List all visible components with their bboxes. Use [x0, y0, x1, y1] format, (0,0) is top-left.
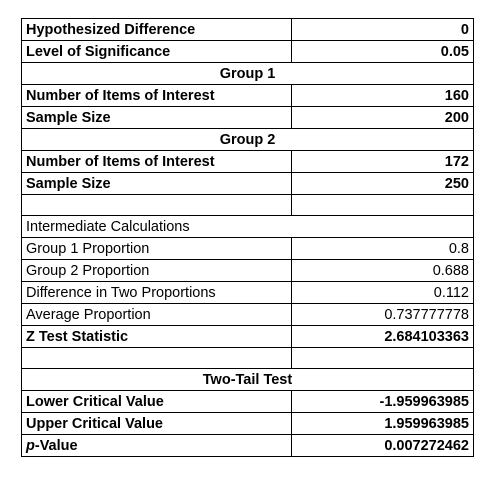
level-of-significance-row: [22, 41, 474, 63]
blank-cell[interactable]: [22, 348, 292, 369]
group1-header[interactable]: Group 1: [22, 63, 474, 85]
average-proportion-label[interactable]: Average Proportion: [22, 304, 292, 326]
z-test-statistic-label[interactable]: Z Test Statistic: [22, 326, 292, 348]
group1-proportion-value[interactable]: 0.8: [292, 238, 474, 260]
group2-proportion-row: [22, 260, 474, 282]
p-value-label-rest: -Value: [34, 437, 78, 454]
lower-critical-value[interactable]: -1.959963985: [292, 391, 474, 413]
z-test-statistic-row: [22, 326, 474, 348]
p-value-label[interactable]: [22, 435, 292, 457]
lower-critical-label[interactable]: Lower Critical Value: [22, 391, 292, 413]
two-tail-header[interactable]: Two-Tail Test: [22, 369, 474, 391]
upper-critical-row: [22, 413, 474, 435]
group2-header[interactable]: Group 2: [22, 129, 474, 151]
two-proportion-z-test-table: [21, 18, 474, 457]
group1-header-row: [22, 63, 474, 85]
hypothesized-difference-label[interactable]: Hypothesized Difference: [22, 19, 292, 41]
group1-size-value[interactable]: 200: [292, 107, 474, 129]
p-value-row: [22, 435, 474, 457]
group2-items-value[interactable]: 172: [292, 151, 474, 173]
blank-cell[interactable]: [22, 195, 292, 216]
blank-row-1: [22, 195, 474, 216]
blank-cell[interactable]: [292, 348, 474, 369]
group1-items-row: [22, 85, 474, 107]
p-value-value[interactable]: 0.007272462: [292, 435, 474, 457]
group2-header-row: [22, 129, 474, 151]
group1-size-label[interactable]: Sample Size: [22, 107, 292, 129]
blank-row-2: [22, 348, 474, 369]
difference-label[interactable]: Difference in Two Proportions: [22, 282, 292, 304]
group1-items-value[interactable]: 160: [292, 85, 474, 107]
level-of-significance-label[interactable]: Level of Significance: [22, 41, 292, 63]
hypothesized-difference-value[interactable]: 0: [292, 19, 474, 41]
lower-critical-row: [22, 391, 474, 413]
group1-items-label[interactable]: Number of Items of Interest: [22, 85, 292, 107]
intermediate-header[interactable]: Intermediate Calculations: [22, 216, 474, 238]
group2-items-row: [22, 151, 474, 173]
group2-size-row: [22, 173, 474, 195]
group1-proportion-label[interactable]: Group 1 Proportion: [22, 238, 292, 260]
level-of-significance-value[interactable]: 0.05: [292, 41, 474, 63]
group2-proportion-label[interactable]: Group 2 Proportion: [22, 260, 292, 282]
p-value-label-italic: p: [26, 437, 35, 454]
group2-size-label[interactable]: Sample Size: [22, 173, 292, 195]
average-proportion-value[interactable]: 0.737777778: [292, 304, 474, 326]
blank-cell[interactable]: [292, 195, 474, 216]
average-proportion-row: [22, 304, 474, 326]
group2-proportion-value[interactable]: 0.688: [292, 260, 474, 282]
z-test-statistic-value[interactable]: 2.684103363: [292, 326, 474, 348]
intermediate-header-row: [22, 216, 474, 238]
group1-proportion-row: [22, 238, 474, 260]
upper-critical-label[interactable]: Upper Critical Value: [22, 413, 292, 435]
difference-row: [22, 282, 474, 304]
group1-size-row: [22, 107, 474, 129]
group2-items-label[interactable]: Number of Items of Interest: [22, 151, 292, 173]
hypothesized-difference-row: [22, 19, 474, 41]
two-tail-header-row: [22, 369, 474, 391]
upper-critical-value[interactable]: 1.959963985: [292, 413, 474, 435]
group2-size-value[interactable]: 250: [292, 173, 474, 195]
difference-value[interactable]: 0.112: [292, 282, 474, 304]
